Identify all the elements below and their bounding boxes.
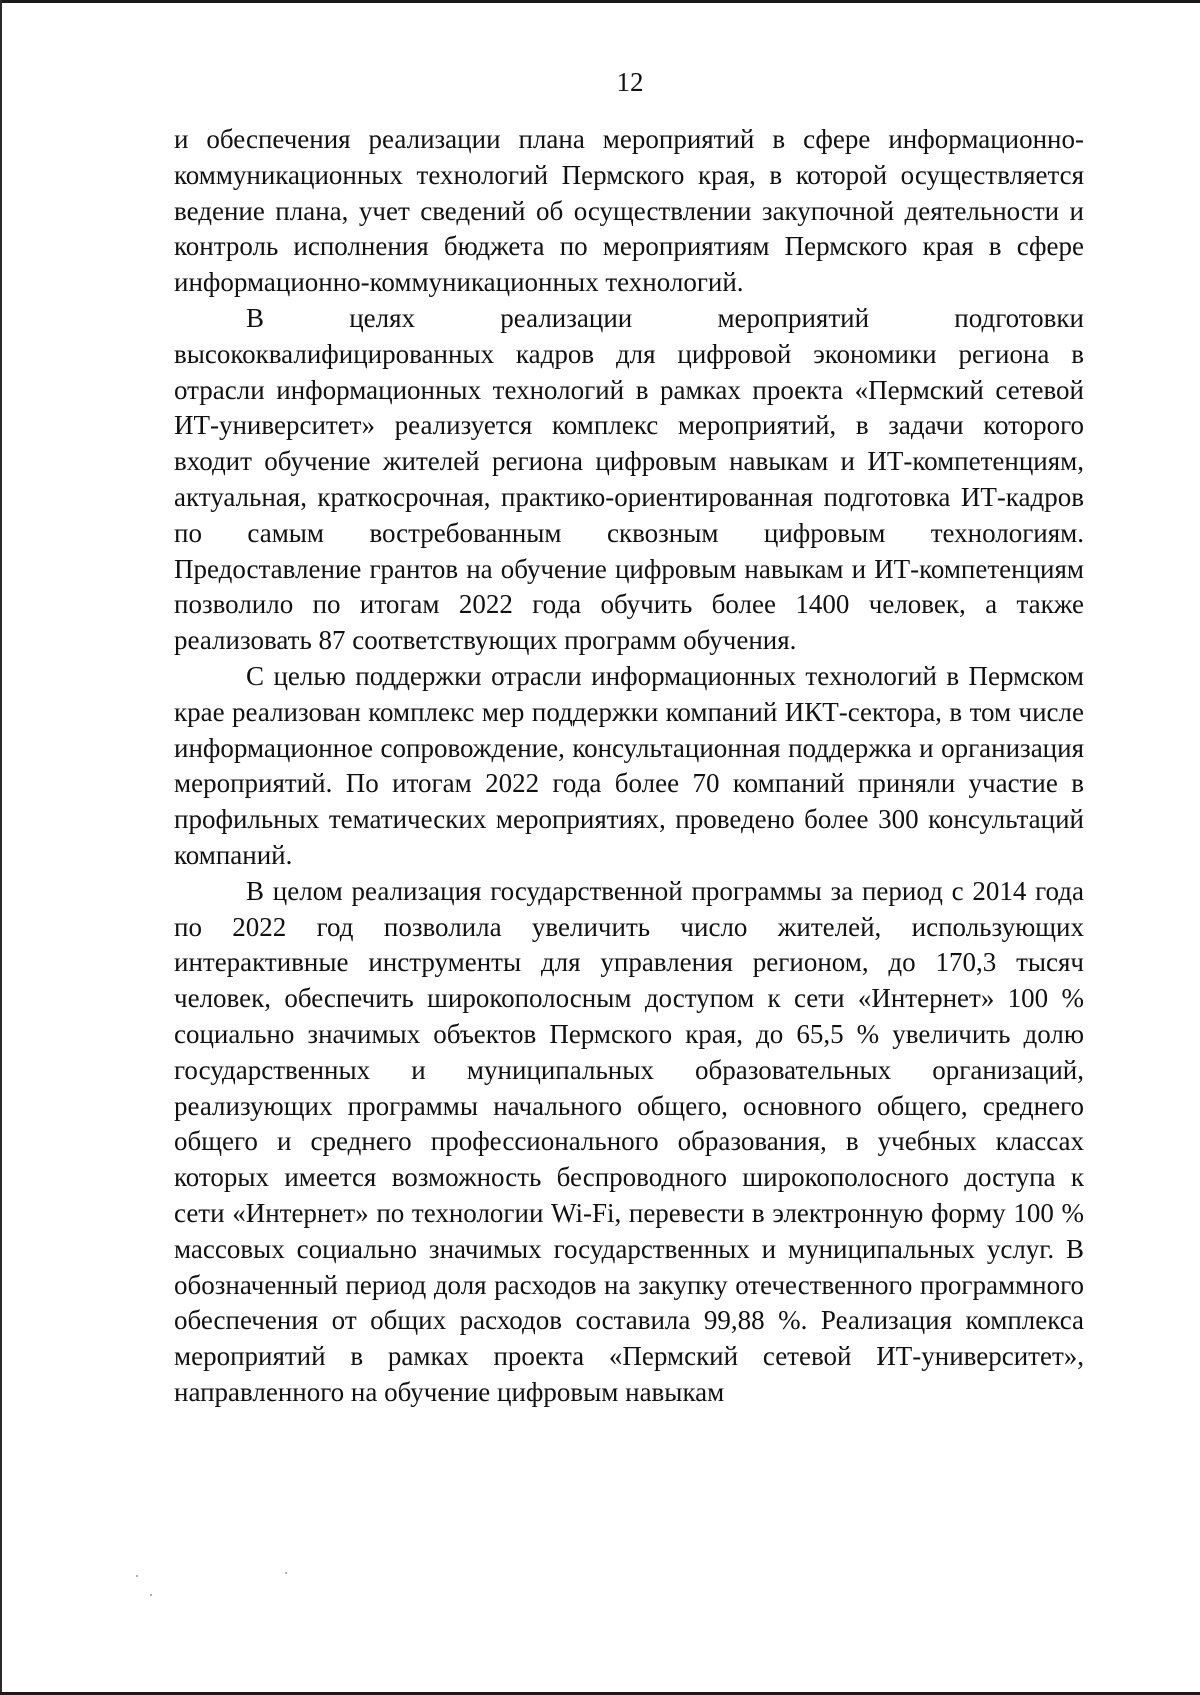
scan-edge-top (0, 0, 1200, 3)
paragraph-ict-support: С целью поддержки отрасли информационных технологий в Пермском крае реализован комплекс мер поддержки компаний ИКТ-сектора, в том числе информационное сопровождение, консультационная поддержка и организация мероприятий. По итогам 2022 года более 70 компаний приняли участие в профильных тематических мероприятиях, проведено более 300 консультаций компаний. (174, 660, 1084, 870)
paragraph-program-results: В целом реализация государственной программы за период с 2014 года по 2022 год позволила увеличить число жителей, использующих интерактивные инструменты для управления регионом, до 170,3 тысяч человек, обеспечить широкополосным доступом к сети «Интернет» 100 % социально значимых объектов Пермского края, до 65,5 % увеличить долю государственных и муниципальных образовательных организаций, реализующих программы начального общего, основного общего, среднего общего и среднего профессионального образования, в учебных классах которых имеется возможность беспроводного широкополосного доступа к сети «Интернет» по технологии Wi-Fi, перевести в электронную форму 100 % массовых социально значимых государственных и муниципальных услуг. В обозначенный период доля расходов на закупку отечественного программного обеспечения от общих расходов составила 99,88 %. Реализация комплекса мероприятий в рамках проекта «Пермский сетевой ИТ-университет», направленного на обучение цифровым навыкам (174, 875, 1084, 1407)
scan-speck (285, 1572, 287, 1574)
scan-speck (150, 1594, 152, 1596)
scan-speck (136, 1575, 138, 1577)
paragraph-continuation: и обеспечения реализации плана мероприятий в сфере информационно-коммуникационных технологий Пермского края, в которой осуществляется ведение плана, учет сведений об осуществлении закупочной деятельности и контроль исполнения бюджета по мероприятиям Пермского края в сфере информационно-коммуникационных технологий. (174, 124, 1084, 298)
page-number: 12 (616, 67, 644, 97)
scan-edge-left (0, 0, 2, 1695)
paragraph-it-university: В целях реализации мероприятий подготовки высококвалифицированных кадров для цифровой экономики региона в отрасли информационных технологий в рамках проекта «Пермский сетевой ИТ-университет» реализуется комплекс мероприятий, в задачи которого входит обучение жителей региона цифровым навыкам и ИТ-компетенциям, актуальная, краткосрочная, практико-ориентированная подготовка ИТ-кадров по самым востребованным сквозным цифровым технологиям. Предоставление грантов на обучение цифровым навыкам и ИТ-компетенциям позволило по итогам 2022 года обучить более 1400 человек, а также реализовать 87 соответствующих программ обучения. (174, 302, 1084, 656)
document-body (174, 122, 1084, 1411)
